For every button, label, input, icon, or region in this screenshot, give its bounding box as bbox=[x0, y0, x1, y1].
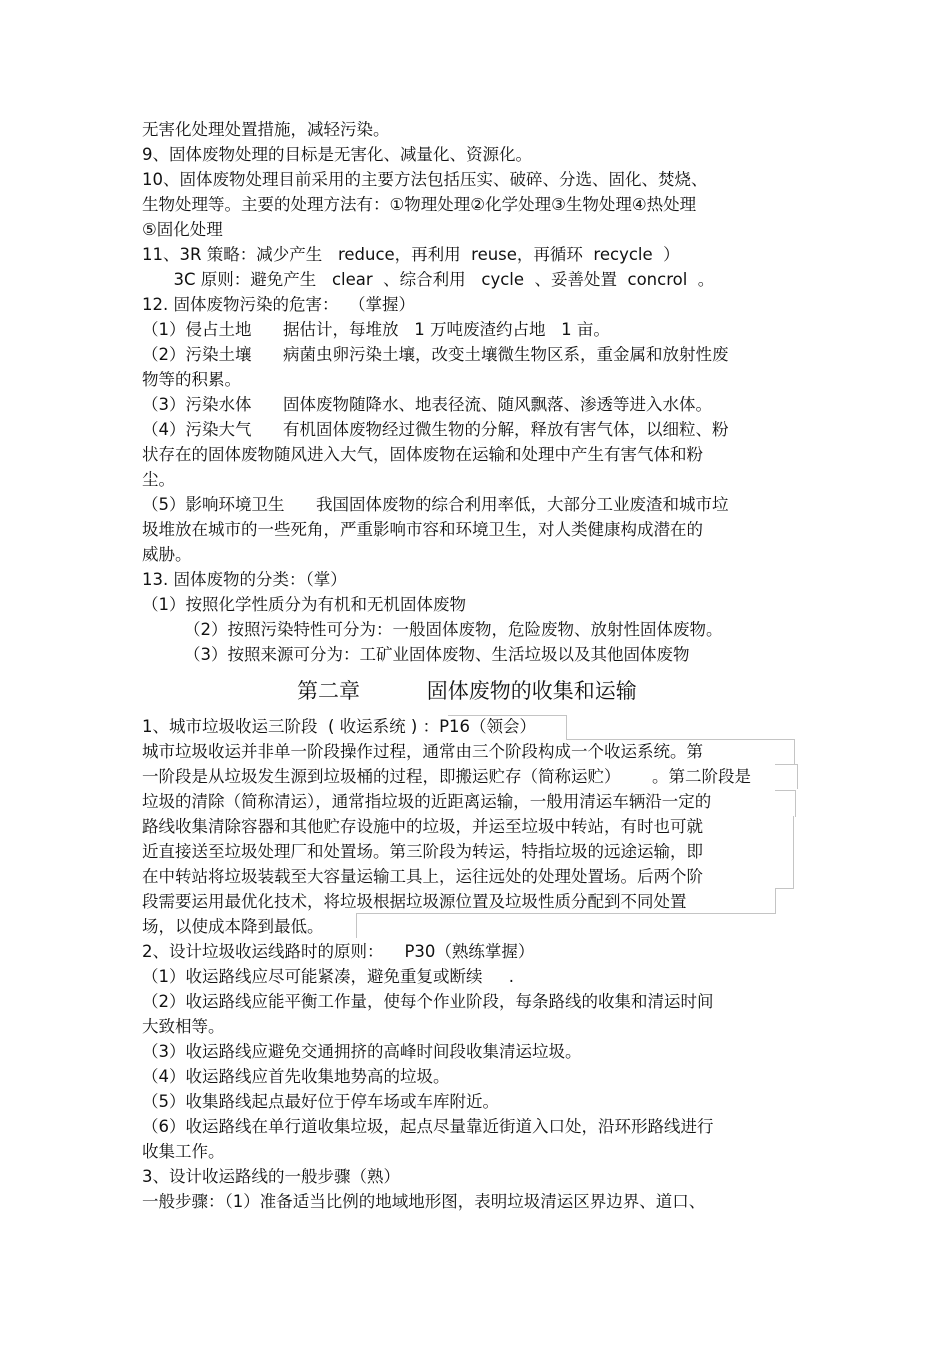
text-frame-border bbox=[775, 816, 794, 889]
text-line: （2）污染土壤 病菌虫卵污染土壤，改变土壤微生物区系，重金属和放射性废 bbox=[142, 345, 729, 364]
text-line: ⑤固化处理 bbox=[142, 220, 223, 239]
text-frame-border bbox=[775, 764, 798, 789]
text-line: （4）收运路线应首先收集地势高的垃圾。 bbox=[142, 1067, 450, 1086]
text-line: 一般步骤：（1）准备适当比例的地域地形图，表明垃圾清运区界边界、道口、 bbox=[142, 1192, 706, 1211]
text-line: （3）污染水体 固体废物随降水、地表径流、随风飘落、渗透等进入水体。 bbox=[142, 395, 712, 414]
text-line: 近直接送至垃圾处理厂和处置场。第三阶段为转运，特指垃圾的远途运输，即 bbox=[142, 842, 703, 861]
text-line: 状存在的固体废物随风进入大气，固体废物在运输和处理中产生有害气体和粉 bbox=[142, 445, 703, 464]
text-line: 物等的积累。 bbox=[142, 370, 241, 389]
text-frame-border bbox=[356, 913, 733, 938]
text-frame-border bbox=[775, 790, 796, 817]
text-line: 尘。 bbox=[142, 470, 175, 489]
text-line: （1）按照化学性质分为有机和无机固体废物 bbox=[142, 595, 466, 614]
text-line: （4）污染大气 有机固体废物经过微生物的分解，释放有害气体，以细粒、粉 bbox=[142, 420, 729, 439]
text-line: （3）按照来源可分为：工矿业固体废物、生活垃圾以及其他固体废物 bbox=[142, 645, 690, 664]
text-line: 在中转站将垃圾装载至大容量运输工具上，运往远处的处理处置场。后两个阶 bbox=[142, 867, 703, 886]
text-line: （2）按照污染特性可分为：一般固体废物，危险废物、放射性固体废物。 bbox=[142, 620, 723, 639]
text-line: 13. 固体废物的分类：（掌） bbox=[142, 570, 347, 589]
text-line: 场，以使成本降到最低。 bbox=[142, 917, 324, 936]
text-line: 一阶段是从垃圾发生源到垃圾桶的过程，即搬运贮存（简称运贮） 。第二阶段是 bbox=[142, 767, 751, 786]
text-line: 3C 原则：避免产生 clear 、综合利用 cycle 、妥善处置 concrol 。 bbox=[142, 270, 715, 289]
text-line: 10、固体废物处理目前采用的主要方法包括压实、破碎、分选、固化、焚烧、 bbox=[142, 170, 708, 189]
text-line: 收集工作。 bbox=[142, 1142, 225, 1161]
text-line: 11、3R 策略：减少产生 reduce，再利用 reuse，再循环 recycle ） bbox=[142, 245, 680, 264]
text-line: （2）收运路线应能平衡工作量，使每个作业阶段，每条路线的收集和清运时间 bbox=[142, 992, 714, 1011]
text-line: 无害化处理处置措施，减轻污染。 bbox=[142, 120, 390, 139]
text-line: （1）收运路线应尽可能紧凑，避免重复或断续 . bbox=[142, 967, 514, 986]
text-line: 2、设计垃圾收运线路时的原则： P30（熟练掌握） bbox=[142, 942, 535, 961]
text-line: 城市垃圾收运并非单一阶段操作过程，通常由三个阶段构成一个收运系统。第 bbox=[142, 742, 703, 761]
text-line: 圾堆放在城市的一些死角，严重影响市容和环境卫生，对人类健康构成潜在的 bbox=[142, 520, 703, 539]
text-line: （3）收运路线应避免交通拥挤的高峰时间段收集清运垃圾。 bbox=[142, 1042, 582, 1061]
chapter-title: 第二章 固体废物的收集和运输 bbox=[297, 679, 637, 703]
text-line: 1、城市垃圾收运三阶段 ( 收运系统 ) ：P16（领会） bbox=[142, 717, 537, 736]
text-line: 12. 固体废物污染的危害： （掌握） bbox=[142, 295, 415, 314]
text-frame-border bbox=[732, 889, 776, 914]
text-line: 垃圾的清除（简称清运），通常指垃圾的近距离运输，一般用清运车辆沿一定的 bbox=[142, 792, 712, 811]
text-line: 威胁。 bbox=[142, 545, 192, 564]
text-line: （6）收运路线在单行道收集垃圾，起点尽量靠近街道入口处，沿环形路线进行 bbox=[142, 1117, 714, 1136]
text-line: （1）侵占土地 据估计，每堆放 1 万吨废渣约占地 1 亩。 bbox=[142, 320, 610, 339]
text-line: 3、设计收运路线的一般步骤（熟） bbox=[142, 1167, 400, 1186]
text-line: 生物处理等。主要的处理方法有：①物理处理②化学处理③生物处理④热处理 bbox=[142, 195, 697, 214]
text-line: 段需要运用最优化技术，将垃圾根据垃圾源位置及垃圾性质分配到不同处置 bbox=[142, 892, 687, 911]
text-line: 9、固体废物处理的目标是无害化、减量化、资源化。 bbox=[142, 145, 532, 164]
text-line: 路线收集清除容器和其他贮存设施中的垃圾，并运至垃圾中转站，有时也可就 bbox=[142, 817, 703, 836]
text-line: 大致相等。 bbox=[142, 1017, 225, 1036]
text-line: （5）影响环境卫生 我国固体废物的综合利用率低，大部分工业废渣和城市垃 bbox=[142, 495, 729, 514]
text-line: （5）收集路线起点最好位于停车场或车库附近。 bbox=[142, 1092, 499, 1111]
